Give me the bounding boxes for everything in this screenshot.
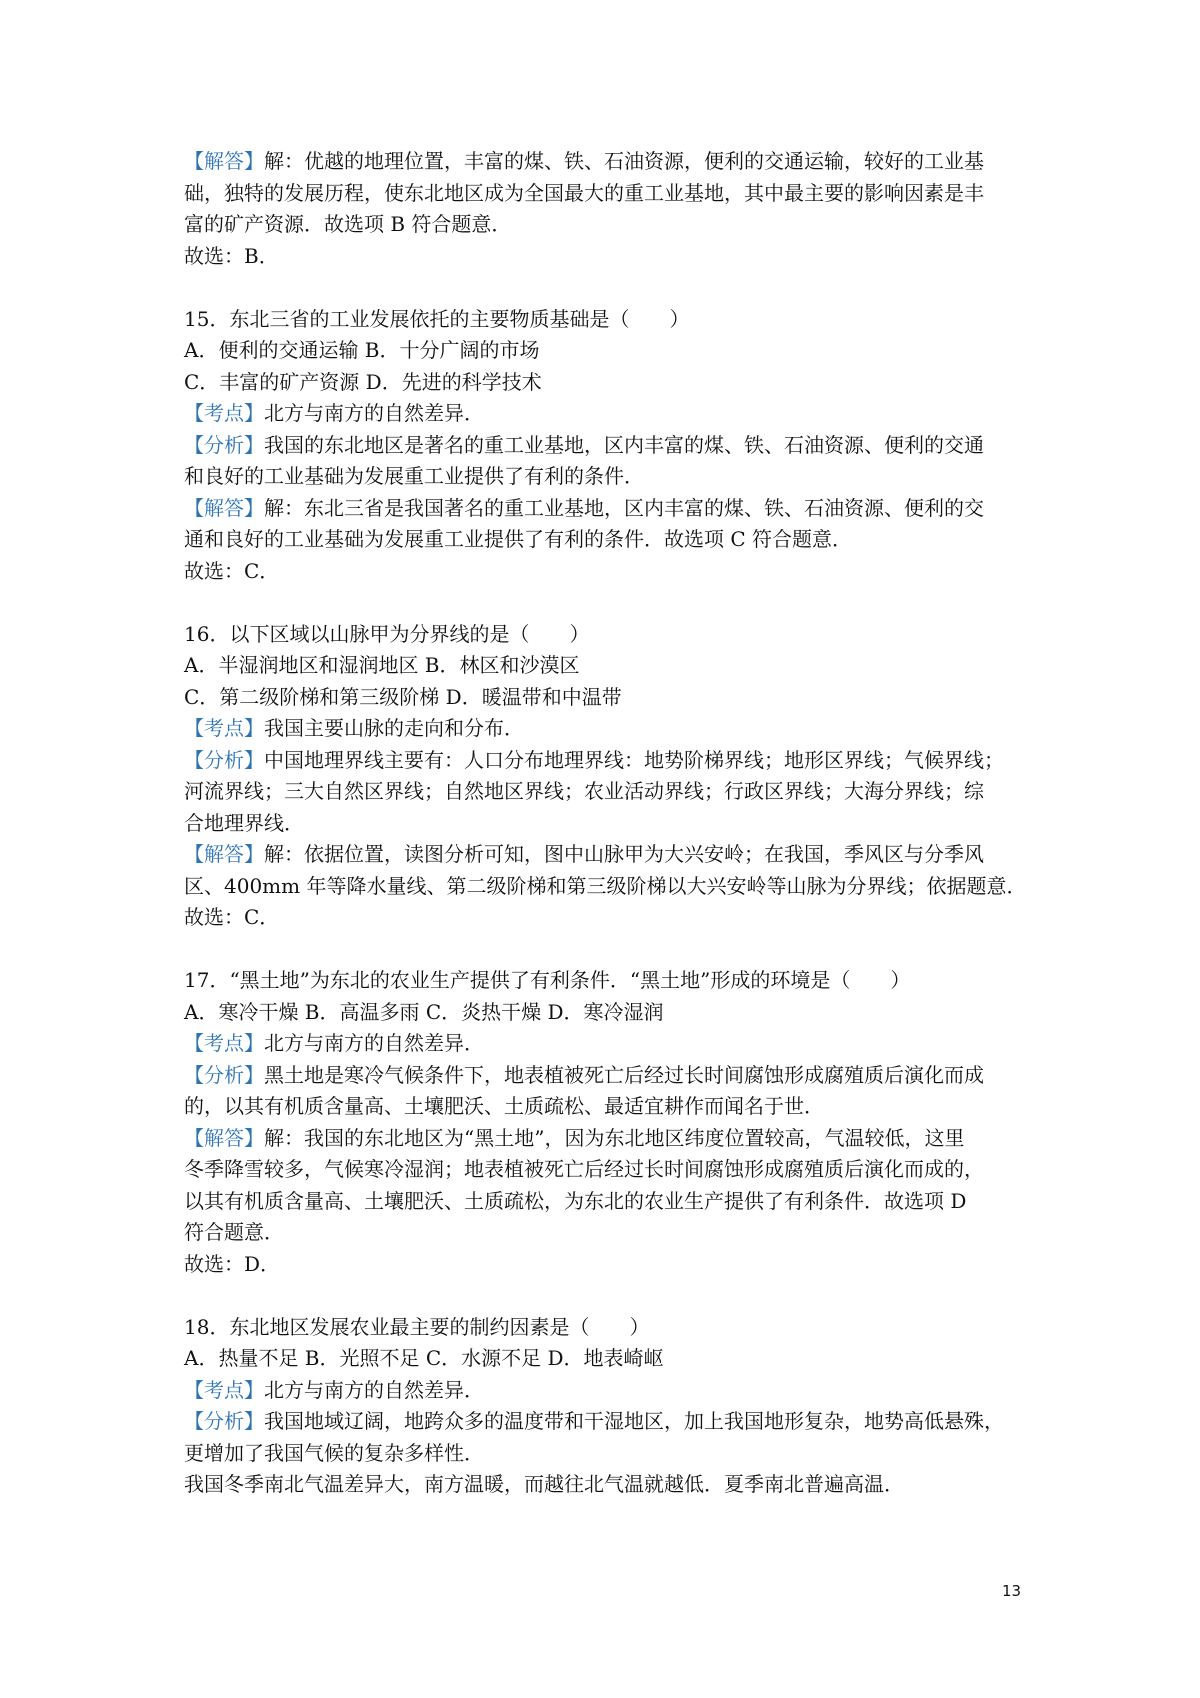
- text-line: [184, 524, 1030, 556]
- section-tag: 【分析】: [184, 1062, 264, 1087]
- line-text: A．便利的交通运输 B．十分广阔的市场: [184, 338, 540, 362]
- line-text: 更增加了我国气候的复杂多样性．: [184, 1440, 484, 1465]
- line-text: 16．以下区域以山脉甲为分界线的是（ ）: [184, 621, 590, 646]
- text-line: [184, 902, 1030, 934]
- text-line: [184, 367, 1030, 399]
- text-line: [184, 1438, 1030, 1470]
- line-text: 富的矿产资源．故选项 B 符合题意．: [184, 212, 512, 236]
- section-tag: 【考点】: [184, 401, 264, 425]
- line-text: A．热量不足 B．光照不足 C．水源不足 D．地表崎岖: [184, 1346, 664, 1370]
- section-tag: 【分析】: [184, 1409, 264, 1433]
- text-line: [184, 1123, 1030, 1155]
- text-line: [184, 1028, 1030, 1060]
- paragraph-gap: [184, 934, 1030, 966]
- line-text: 我国的东北地区是著名的重工业基地，区内丰富的煤、铁、石油资源、便利的交通: [264, 432, 984, 457]
- text-line: [184, 713, 1030, 745]
- text-line: [184, 241, 1030, 273]
- document-page: [184, 146, 1030, 1501]
- line-text: 解：优越的地理位置，丰富的煤、铁、石油资源，便利的交通运输，较好的工业基: [264, 149, 984, 173]
- text-line: [184, 1312, 1030, 1344]
- text-line: [184, 1469, 1030, 1501]
- page-number: 13: [1002, 1582, 1022, 1600]
- section-tag: 【分析】: [184, 432, 264, 457]
- text-line: [184, 808, 1030, 840]
- text-line: [184, 682, 1030, 714]
- text-line: [184, 776, 1030, 808]
- text-line: [184, 745, 1030, 777]
- text-line: [184, 304, 1030, 336]
- text-line: [184, 430, 1030, 462]
- section-tag: 【考点】: [184, 716, 264, 740]
- line-text: 黑土地是寒冷气候条件下，地表植被死亡后经过长时间腐蚀形成腐殖质后演化而成: [264, 1062, 984, 1087]
- line-text: 17．“黑土地”为东北的农业生产提供了有利条件．“黑土地”形成的环境是（ ）: [184, 968, 911, 992]
- line-text: 冬季降雪较多，气候寒冷湿润；地表植被死亡后经过长时间腐蚀形成腐殖质后演化而成的，: [184, 1157, 984, 1181]
- paragraph-gap: [184, 587, 1030, 619]
- line-text: 我国地域辽阔，地跨众多的温度带和干湿地区，加上我国地形复杂，地势高低悬殊，: [264, 1409, 1004, 1433]
- text-line: [184, 556, 1030, 588]
- line-text: 我国主要山脉的走向和分布．: [264, 716, 524, 740]
- line-text: 通和良好的工业基础为发展重工业提供了有利的条件．故选项 C 符合题意．: [184, 527, 853, 551]
- paragraph-gap: [184, 272, 1030, 304]
- text-line: [184, 1060, 1030, 1092]
- section-tag: 【解答】: [184, 495, 264, 520]
- section-tag: 【解答】: [184, 1125, 264, 1150]
- line-text: 故选：D．: [184, 1251, 281, 1276]
- line-text: 解：我国的东北地区为“黑土地”，因为东北地区纬度位置较高，气温较低，这里: [264, 1125, 965, 1150]
- section-tag: 【考点】: [184, 1377, 264, 1402]
- text-line: [184, 1343, 1030, 1375]
- text-line: [184, 178, 1030, 210]
- line-text: 我国冬季南北气温差异大，南方温暖，而越往北气温就越低．夏季南北普遍高温．: [184, 1472, 904, 1496]
- paragraph-gap: [184, 1280, 1030, 1312]
- line-text: 解：东北三省是我国著名的重工业基地，区内丰富的煤、铁、石油资源、便利的交: [264, 495, 984, 520]
- text-line: [184, 1217, 1030, 1249]
- line-text: 以其有机质含量高、土壤肥沃、土质疏松，为东北的农业生产提供了有利条件．故选项 D: [184, 1188, 967, 1213]
- text-line: [184, 398, 1030, 430]
- text-line: [184, 871, 1030, 903]
- line-text: 区、400mm 年等降水量线、第二级阶梯和第三级阶梯以大兴安岭等山脉为分界线；依据题意．: [184, 873, 1027, 898]
- line-text: 符合题意．: [184, 1220, 284, 1244]
- line-text: 础，独特的发展历程，使东北地区成为全国最大的重工业基地，其中最主要的影响因素是丰: [184, 180, 984, 205]
- text-line: [184, 1406, 1030, 1438]
- line-text: 18．东北地区发展农业最主要的制约因素是（ ）: [184, 1314, 650, 1339]
- text-line: [184, 1091, 1030, 1123]
- text-line: [184, 839, 1030, 871]
- line-text: A．半湿润地区和湿润地区 B．林区和沙漠区: [184, 653, 580, 677]
- line-text: 解：依据位置，读图分析可知，图中山脉甲为大兴安岭；在我国，季风区与分季风: [264, 842, 984, 866]
- text-line: [184, 1375, 1030, 1407]
- text-line: [184, 461, 1030, 493]
- section-tag: 【解答】: [184, 842, 264, 866]
- section-tag: 【考点】: [184, 1031, 264, 1055]
- text-line: [184, 997, 1030, 1029]
- text-line: [184, 1154, 1030, 1186]
- text-line: [184, 146, 1030, 178]
- line-text: 河流界线；三大自然区界线；自然地区界线；农业活动界线；行政区界线；大海分界线；综: [184, 779, 984, 803]
- line-text: 故选：C．: [184, 558, 280, 583]
- text-line: [184, 1186, 1030, 1218]
- line-text: 合地理界线．: [184, 810, 304, 835]
- line-text: 北方与南方的自然差异．: [264, 401, 484, 425]
- line-text: 的，以其有机质含量高、土壤肥沃、土质疏松、最适宜耕作而闻名于世．: [184, 1094, 824, 1118]
- text-line: [184, 1249, 1030, 1281]
- section-tag: 【解答】: [184, 149, 264, 173]
- line-text: 15．东北三省的工业发展依托的主要物质基础是（ ）: [184, 306, 690, 331]
- text-line: [184, 335, 1030, 367]
- line-text: 北方与南方的自然差异．: [264, 1377, 484, 1402]
- text-line: [184, 493, 1030, 525]
- section-tag: 【分析】: [184, 747, 264, 772]
- line-text: A．寒冷干燥 B．高温多雨 C．炎热干燥 D．寒冷湿润: [184, 999, 664, 1024]
- line-text: C．第二级阶梯和第三级阶梯 D．暖温带和中温带: [184, 684, 622, 709]
- text-line: [184, 650, 1030, 682]
- line-text: 故选：C．: [184, 905, 280, 929]
- text-line: [184, 965, 1030, 997]
- text-line: [184, 619, 1030, 651]
- line-text: 和良好的工业基础为发展重工业提供了有利的条件．: [184, 464, 644, 488]
- line-text: 故选：B．: [184, 243, 279, 268]
- line-text: 北方与南方的自然差异．: [264, 1031, 484, 1055]
- line-text: C．丰富的矿产资源 D．先进的科学技术: [184, 369, 542, 394]
- text-line: [184, 209, 1030, 241]
- line-text: 中国地理界线主要有：人口分布地理界线：地势阶梯界线；地形区界线；气候界线；: [264, 747, 1004, 772]
